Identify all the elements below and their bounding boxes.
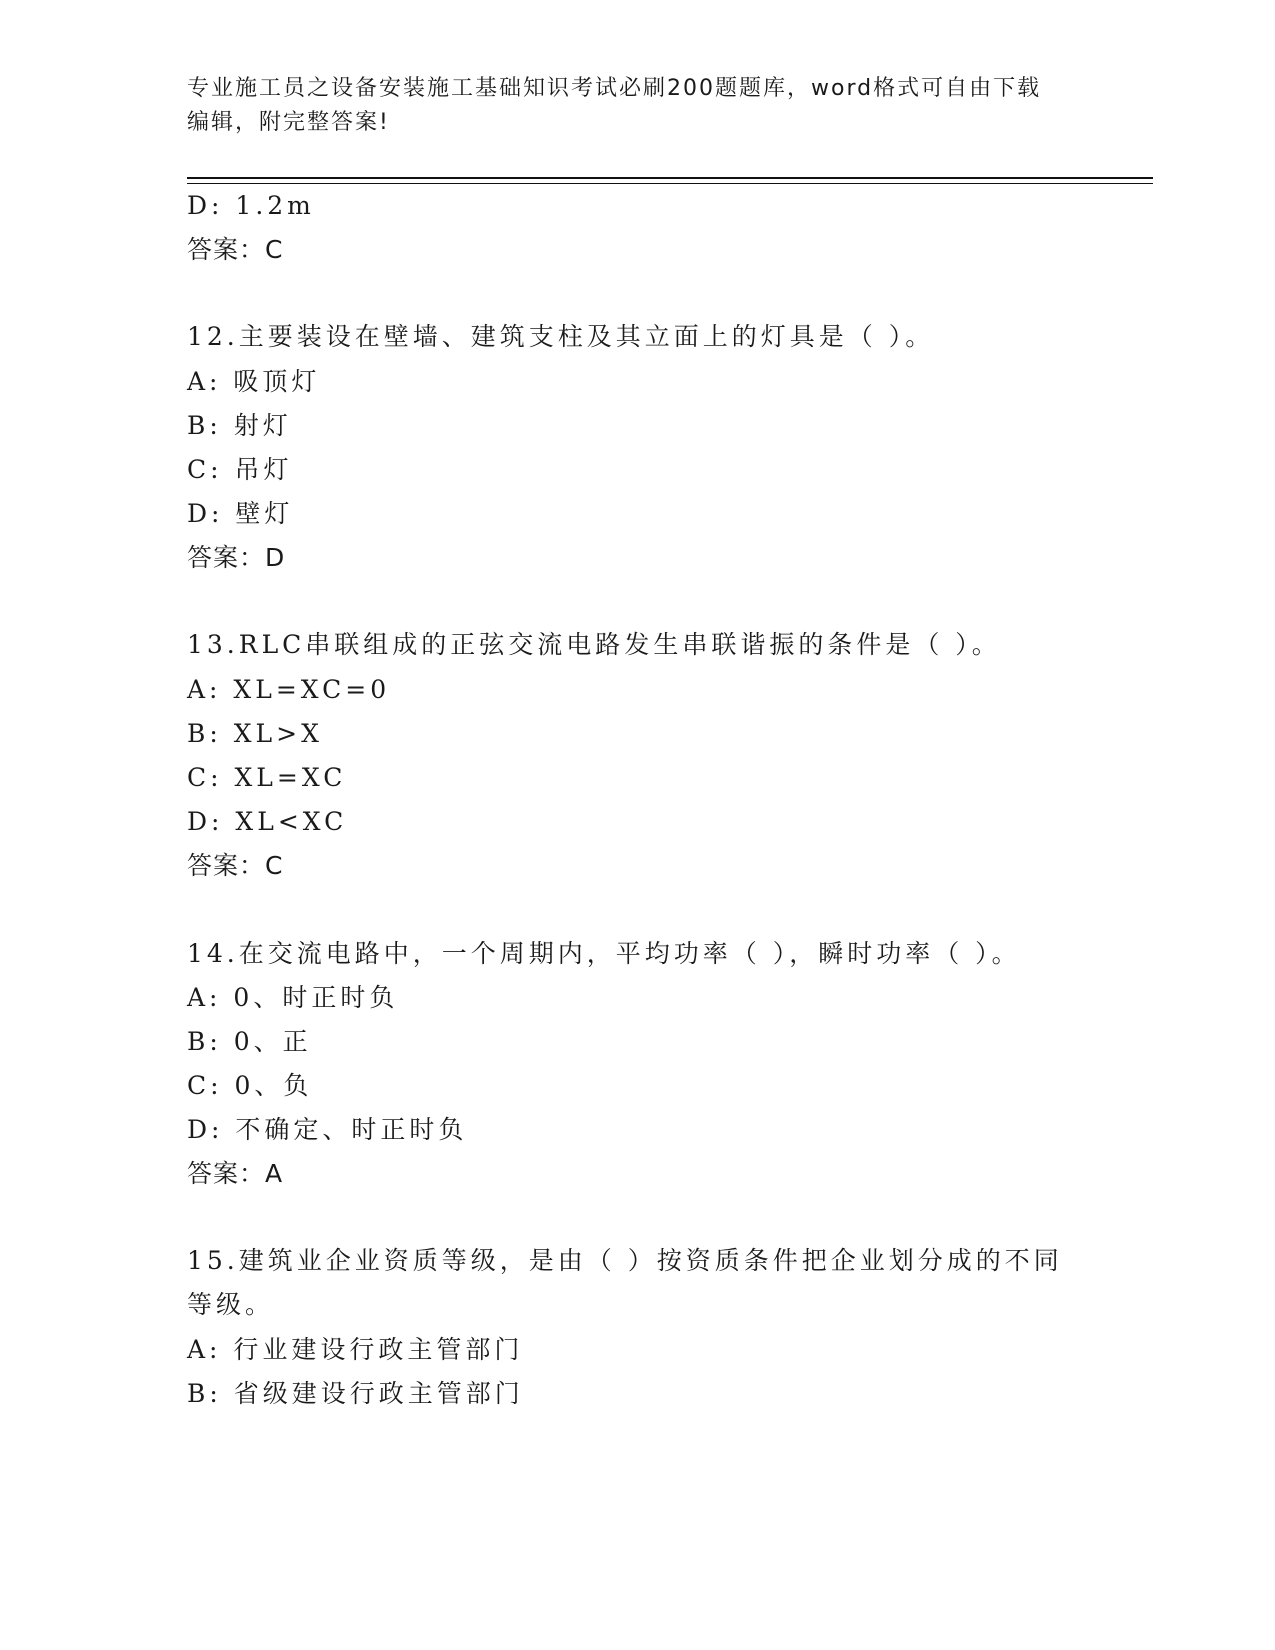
header-rule-thick [187,177,1153,179]
question-12-answer: 答案：D [187,543,286,572]
question-13-option-a: A: XL=XC=0 [187,675,391,704]
question-15-option-b: B: 省级建设行政主管部门 [187,1379,524,1408]
header-rule-thin [187,183,1153,184]
question-15-option-a: A: 行业建设行政主管部门 [187,1335,524,1364]
question-12-option-b: B: 射灯 [187,411,292,440]
question-14-option-c: C: 0、负 [187,1071,313,1100]
question-13-option-c: C: XL=XC [187,763,347,792]
document-header [187,72,1087,140]
prev-option-d: D: 1.2m [187,191,315,220]
question-13-option-d: D: XL<XC [187,807,348,836]
question-12-option-d: D: 壁灯 [187,499,294,528]
question-13-stem: 13.RLC串联组成的正弦交流电路发生串联谐振的条件是（ ）。 [187,630,1001,659]
question-12-option-c: C: 吊灯 [187,455,293,484]
question-12-option-a: A: 吸顶灯 [187,367,321,396]
question-13-answer: 答案：C [187,851,284,880]
question-14-answer: 答案：A [187,1159,284,1188]
question-15-stem-line-2: 等级。 [187,1290,275,1319]
prev-answer: 答案：C [187,235,284,264]
question-14-option-b: B: 0、正 [187,1027,312,1056]
question-13-option-b: B: XL>X [187,719,323,748]
question-14-option-a: A: 0、时正时负 [187,983,399,1012]
question-14-option-d: D: 不确定、时正时负 [187,1115,468,1144]
question-14-stem: 14.在交流电路中，一个周期内，平均功率（ ），瞬时功率（ ）。 [187,939,1021,968]
question-12-stem: 12.主要装设在壁墙、建筑支柱及其立面上的灯具是（ ）。 [187,322,935,351]
header-title-line-1: 专业施工员之设备安装施工基础知识考试必刷200题题库，word格式可自由下载 [187,76,1042,101]
question-15-stem-line-1: 15.建筑业企业资质等级，是由（ ）按资质条件把企业划分成的不同 [187,1246,1063,1275]
header-title-line-2: 编辑，附完整答案! [187,110,390,135]
